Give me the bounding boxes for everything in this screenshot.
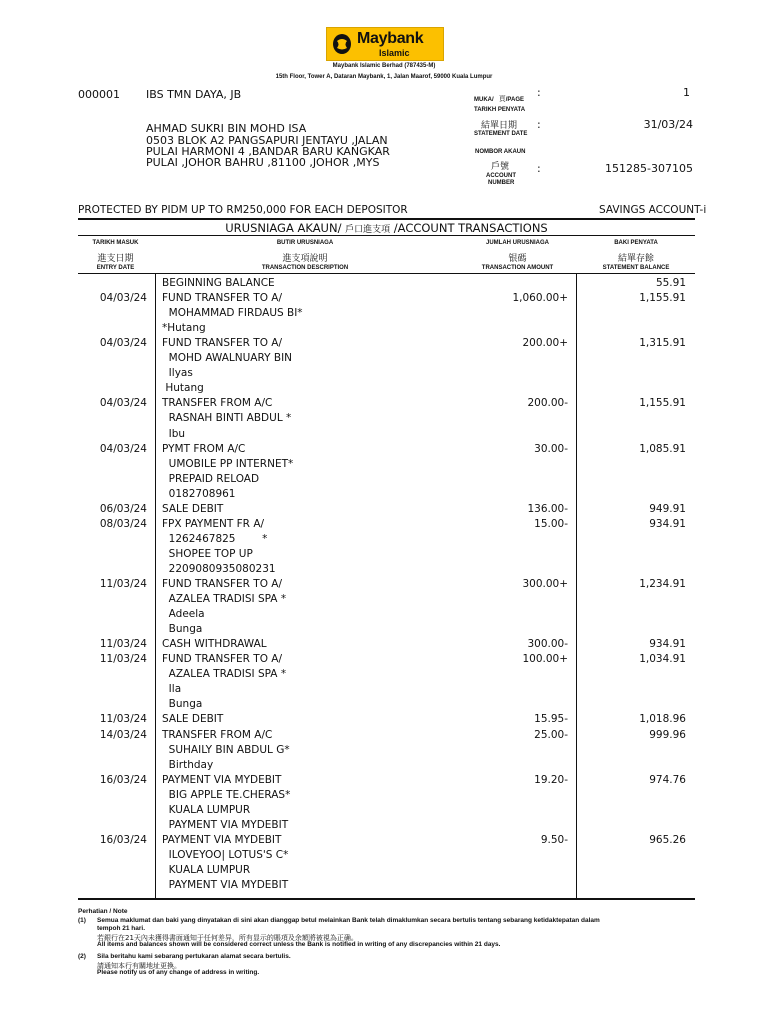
row-balance: 999.96 <box>649 728 686 741</box>
row-description: Adeela <box>162 608 205 621</box>
note-2-en: Please notify us of any change of address in writing. <box>97 969 260 976</box>
row-description: FUND TRANSFER TO A/ <box>162 292 283 305</box>
row-description: CASH WITHDRAWAL <box>162 638 267 651</box>
note-2-number: (2) <box>78 953 86 960</box>
acct-label-en-2: NUMBER <box>488 180 515 186</box>
divider-title <box>78 235 695 236</box>
row-date: 04/03/24 <box>99 292 147 305</box>
row-description: SALE DEBIT <box>162 713 224 726</box>
row-description: UMOBILE PP INTERNET* <box>162 457 294 470</box>
row-date: 04/03/24 <box>99 337 147 350</box>
row-balance: 1,234.91 <box>639 578 686 590</box>
maybank-logo <box>326 27 444 61</box>
col-header-desc-cjk: 進支項說明 <box>282 254 328 264</box>
address-line-3: PULAI ,JOHOR BAHRU ,81100 ,JOHOR ,MYS <box>146 156 380 169</box>
note-1-en: All items and balances shown will be considered correct unless the Bank is notified in writing of any discrepancies within 21 days. <box>97 941 501 948</box>
row-amount: 200.00+ <box>522 337 568 350</box>
date-colon: : <box>537 118 541 131</box>
pidm-notice: PROTECTED BY PIDM UP TO RM250,000 FOR EACH DEPOSITOR <box>78 204 408 216</box>
row-description: Ibu <box>162 427 186 440</box>
row-description: FPX PAYMENT FR A/ <box>162 517 265 530</box>
row-description: 0182708961 <box>162 487 236 500</box>
row-balance: 949.91 <box>649 502 686 515</box>
row-description: PAYMENT VIA MYDEBIT <box>162 879 289 891</box>
col-header-date-en: ENTRY DATE <box>96 265 135 271</box>
page-colon: : <box>537 86 541 99</box>
row-date: 11/03/24 <box>99 713 147 726</box>
row-amount: 300.00+ <box>522 578 568 590</box>
row-description: *Hutang <box>162 322 206 335</box>
page-value: 1 <box>683 86 690 99</box>
row-description: ILOVEYOO| LOTUS'S C* <box>162 848 289 861</box>
col-header-balance-cjk: 結單存餘 <box>617 254 654 264</box>
row-amount: 136.00- <box>527 502 568 515</box>
divider-bottom <box>78 898 695 900</box>
row-balance: 1,155.91 <box>639 292 686 305</box>
row-description: FUND TRANSFER TO A/ <box>162 578 283 590</box>
logo-name: Maybank <box>357 30 424 47</box>
row-description: AZALEA TRADISI SPA * <box>162 593 287 606</box>
row-date: 08/03/24 <box>99 517 147 530</box>
divider-top <box>78 218 695 220</box>
row-balance: 1,155.91 <box>639 397 686 410</box>
branch-name: IBS TMN DAYA, JB <box>146 88 242 101</box>
address-line-1: 0503 BLOK A2 PANGSAPURI JENTAYU ,JALAN <box>146 134 388 147</box>
bank-address: 15th Floor, Tower A, Dataran Maybank, 1, Jalan Maarof, 59000 Kuala Lumpur <box>275 74 493 80</box>
col-header-balance-ms: BAKI PENYATA <box>614 240 658 246</box>
row-description: PREPAID RELOAD <box>162 472 260 485</box>
row-description: TRANSFER FROM A/C <box>162 397 273 410</box>
row-amount: 200.00- <box>527 397 568 410</box>
row-balance: 1,085.91 <box>639 442 686 455</box>
col-header-amount-ms: JUMLAH URUSNIAGA <box>486 240 549 246</box>
row-description: PAYMENT VIA MYDEBIT <box>162 833 282 846</box>
row-description: Birthday <box>162 758 214 771</box>
logo-subtitle: Islamic <box>379 48 410 58</box>
bank-entity: Maybank Islamic Berhad (787435-M) <box>332 63 436 69</box>
row-description: 2209080935080231 <box>162 562 276 575</box>
note-1-cjk: 若銀行在21天內未獲得書面通知于任何差异，所有显示的賬項及余額將被視為正确。 <box>97 934 358 942</box>
row-description: SHOPEE TOP UP <box>162 547 253 560</box>
row-date: 14/03/24 <box>99 728 147 741</box>
row-balance: 1,034.91 <box>639 653 686 666</box>
row-description: PAYMENT VIA MYDEBIT <box>162 818 289 831</box>
row-balance: 965.26 <box>649 833 686 846</box>
col-header-desc-ms: BUTIR URUSNIAGA <box>276 240 334 246</box>
column-rule-2 <box>576 274 577 898</box>
col-header-balance-en: STATEMENT BALANCE <box>602 265 670 271</box>
row-date: 11/03/24 <box>99 638 147 651</box>
row-description: PYMT FROM A/C <box>162 442 246 455</box>
row-description: SUHAILY BIN ABDUL G* <box>162 743 290 756</box>
row-amount: 100.00+ <box>522 653 568 666</box>
row-balance: 974.76 <box>649 773 686 786</box>
row-balance: 1,315.91 <box>639 337 686 350</box>
row-date: 04/03/24 <box>99 397 147 410</box>
row-date: 11/03/24 <box>99 578 147 590</box>
section-title: URUSNIAGA AKAUN/ 戶口進支項 /ACCOUNT TRANSACTIONS <box>225 221 548 235</box>
row-description: PAYMENT VIA MYDEBIT <box>162 773 282 786</box>
row-description: Bunga <box>162 623 203 636</box>
row-description: MOHD AWALNUARY BIN <box>162 352 293 365</box>
acct-colon: : <box>537 162 541 175</box>
row-description: Ilyas <box>162 367 193 380</box>
row-description: BEGINNING BALANCE <box>162 277 275 289</box>
row-description: FUND TRANSFER TO A/ <box>162 653 283 666</box>
row-date: 06/03/24 <box>99 502 147 515</box>
row-balance: 1,018.96 <box>639 713 686 726</box>
row-balance: 934.91 <box>649 517 686 530</box>
row-amount: 30.00- <box>534 442 568 455</box>
note-1-ms: Semua maklumat dan baki yang dinyatakan di sini akan dianggap betul melainkan Bank telah dimaklumkan secara bertulis tentang sebarang ketidaktepatan dalam tempoh 21 hari. <box>97 917 600 932</box>
row-amount: 25.00- <box>534 728 568 741</box>
row-amount: 1,060.00+ <box>512 292 568 305</box>
statement-date-value: 31/03/24 <box>643 118 693 131</box>
row-description: Ila <box>162 683 182 696</box>
acct-label-ms: NOMBOR AKAUN <box>475 149 526 155</box>
col-header-amount-en: TRANSACTION AMOUNT <box>481 265 554 271</box>
row-amount: 19.20- <box>534 773 568 786</box>
date-label-cjk: 結單日期 <box>481 121 518 131</box>
date-label-en: STATEMENT DATE <box>474 131 528 137</box>
row-description: RASNAH BINTI ABDUL * <box>162 412 292 425</box>
divider-header <box>78 273 695 274</box>
row-amount: 300.00- <box>527 638 568 651</box>
row-description: SALE DEBIT <box>162 502 224 515</box>
row-description: TRANSFER FROM A/C <box>162 728 273 741</box>
customer-name: AHMAD SUKRI BIN MOHD ISA <box>146 122 307 135</box>
notes-title: Perhatian / Note <box>78 908 128 915</box>
row-description: Bunga <box>162 698 203 711</box>
date-label-ms: TARIKH PENYATA <box>474 107 526 113</box>
row-description: Hutang <box>162 382 204 395</box>
row-description: FUND TRANSFER TO A/ <box>162 337 283 350</box>
row-description: 1262467825 * <box>162 532 268 545</box>
note-2-cjk: 請通知本行有關地址更換。 <box>97 962 181 970</box>
row-balance: 934.91 <box>649 638 686 651</box>
column-rule-1 <box>155 274 156 898</box>
col-header-date-cjk: 進支日期 <box>97 254 134 264</box>
statement-code: 000001 <box>78 88 120 101</box>
acct-label-cjk: 戶號 <box>491 162 510 172</box>
row-description: BIG APPLE TE.CHERAS* <box>162 788 291 801</box>
col-header-date-ms: TARIKH MASUK <box>92 240 139 246</box>
row-amount: 15.00- <box>534 517 568 530</box>
account-type: SAVINGS ACCOUNT-i <box>599 204 707 216</box>
row-date: 04/03/24 <box>99 442 147 455</box>
row-date: 11/03/24 <box>99 653 147 666</box>
row-description: MOHAMMAD FIRDAUS BI* <box>162 307 303 320</box>
row-amount: 15.95- <box>534 713 568 726</box>
note-1-number: (1) <box>78 917 86 924</box>
note-2-ms: Sila beritahu kami sebarang pertukaran alamat secara bertulis. <box>97 953 291 960</box>
row-description: KUALA LUMPUR <box>162 803 251 816</box>
tiger-logo-icon <box>332 33 352 55</box>
page-label: MUKA/ 頁/PAGE <box>474 95 524 103</box>
row-amount: 9.50- <box>540 833 568 846</box>
row-date: 16/03/24 <box>99 833 147 846</box>
acct-label-en-1: ACCOUNT <box>486 173 516 179</box>
col-header-desc-en: TRANSACTION DESCRIPTION <box>261 265 349 271</box>
row-balance: 55.91 <box>655 277 686 289</box>
row-date: 16/03/24 <box>99 773 147 786</box>
address-line-2: PULAI HARMONI 4 ,BANDAR BARU KANGKAR <box>146 145 390 158</box>
account-number-value: 151285-307105 <box>605 162 693 175</box>
col-header-amount-cjk: 银碼 <box>508 254 527 264</box>
row-description: AZALEA TRADISI SPA * <box>162 668 287 681</box>
row-description: KUALA LUMPUR <box>162 863 251 876</box>
